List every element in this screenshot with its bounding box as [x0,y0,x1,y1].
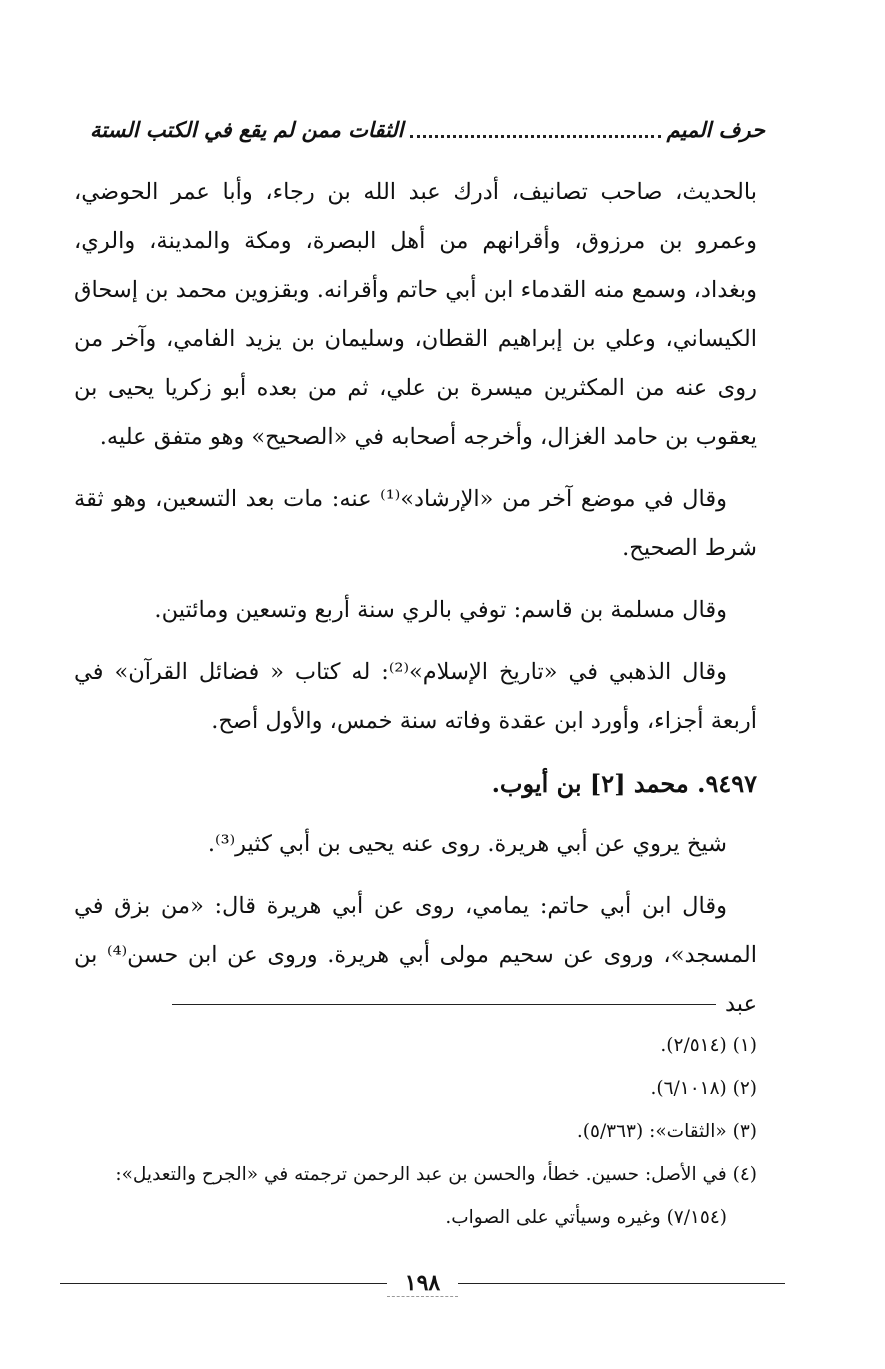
footnotes [74,1024,757,1239]
footnote-3: (٣) «الثقات»: (٥/٣٦٣). [576,1121,757,1142]
footnote-1: (١) (٢/٥١٤). [660,1035,757,1056]
footnote-4-continuation: (٧/١٥٤) وغيره وسيأتي على الصواب. [445,1207,727,1228]
footnote-4: (٤) في الأصل: حسين. خطأ، والحسن بن عبد الرحمن ترجمته في «الجرح والتعديل»: [115,1164,757,1185]
paragraph: وقال مسلمة بن قاسم: توفي بالري سنة أربع وتسعين ومائتين. [154,597,727,623]
header-dot-leader [410,121,661,138]
page-number: ١٩٨ [387,1270,458,1297]
footnote-separator [172,1004,716,1005]
header-book-title: الثقات ممن لم يقع في الكتب الستة [90,116,404,142]
header-chapter: حرف الميم [666,116,765,142]
paragraph: وقال في موضع آخر من «الإرشاد»⁽¹⁾ عنه: مات بعد التسعين، وهو ثقة شرط الصحيح. [74,486,757,561]
paragraph: شيخ يروي عن أبي هريرة. روى عنه يحيى بن أبي كثير⁽³⁾. [207,831,727,857]
footer-rule-right [458,1283,785,1284]
footnote-2: (٢) (٦/١٠١٨). [650,1078,757,1099]
running-header [90,112,765,146]
page-footer [60,1265,785,1301]
main-text [74,168,757,1042]
entry-heading: ٩٤٩٧. محمد [٢] بن أيوب. [491,769,757,798]
paragraph: وقال ابن أبي حاتم: يمامي، روى عن أبي هريرة قال: «من بزق في المسجد»، وروى عن سحيم مولى أبي هريرة. وروى عن ابن حسن⁽⁴⁾ بن عبد [74,893,757,1017]
paragraph: وقال الذهبي في «تاريخ الإسلام»⁽²⁾: له كتاب « فضائل القرآن» في أربعة أجزاء، وأورد ابن عقدة وفاته سنة خمس، والأول أصح. [74,659,757,734]
paragraph: بالحديث، صاحب تصانيف، أدرك عبد الله بن رجاء، وأبا عمر الحوضي، وعمرو بن مرزوق، وأقرانهم من أهل البصرة، ومكة والمدينة، والري، وبغداد، وسمع منه القدماء ابن أبي حاتم وأقرانه. وبقزوين محمد بن إسحاق الكيساني، وعلي بن إبراهيم القطان، وسليمان بن يزيد الفامي، وآخر من روى عنه من المكثرين ميسرة بن علي، ثم من بعده أبو زكريا يحيى بن يعقوب بن حامد الغزال، وأخرجه أصحابه في «الصحيح» وهو متفق عليه. [74,179,757,450]
footer-rule-left [60,1283,387,1284]
